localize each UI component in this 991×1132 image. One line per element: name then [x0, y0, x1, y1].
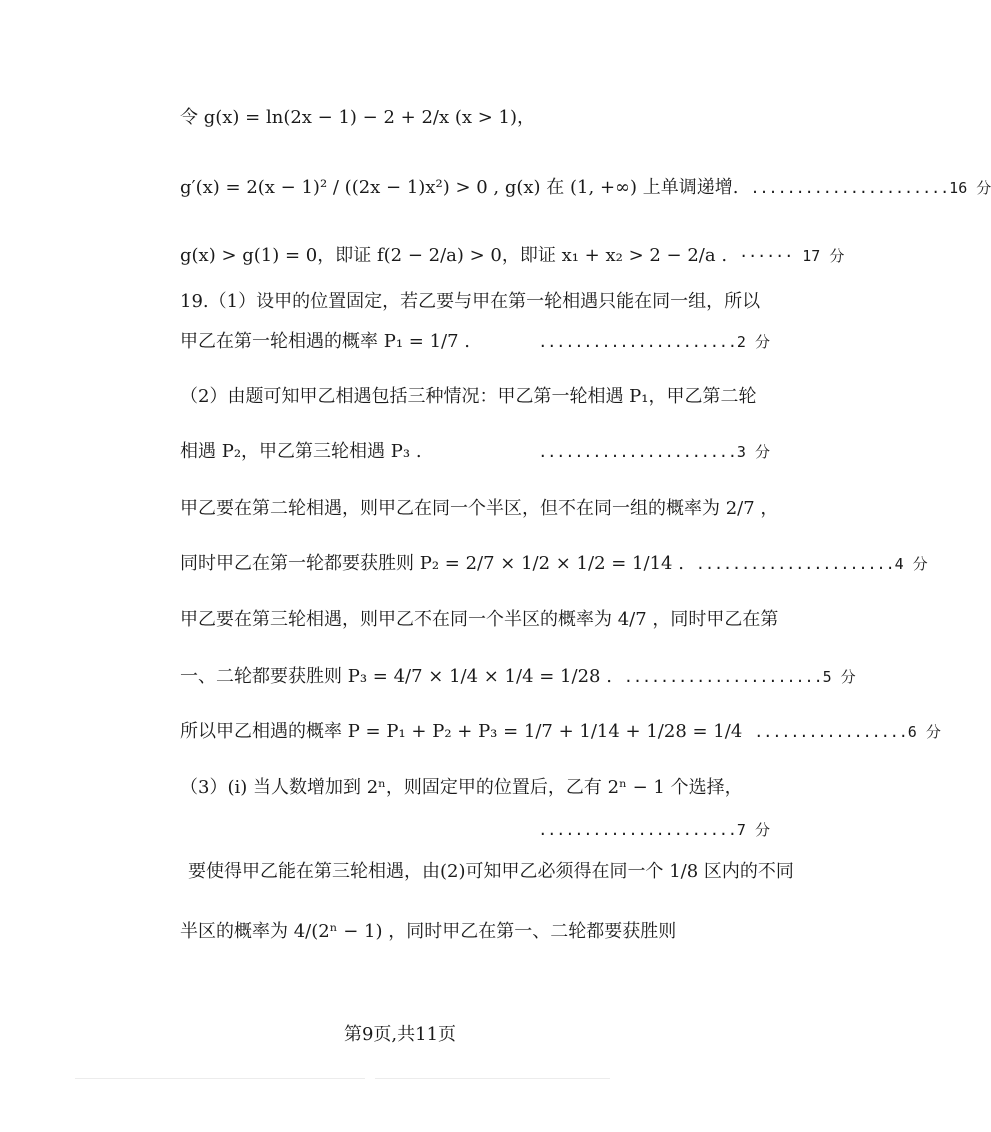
score-mark: ······ 17 分 [739, 247, 845, 265]
score-mark: ......................5 分 [623, 668, 856, 686]
line-13 [180, 776, 770, 800]
line-12 [180, 720, 941, 744]
line-10 [180, 608, 779, 632]
score-mark: ......................3 分 [538, 443, 770, 461]
score-mark: ......................7 分 [538, 821, 770, 839]
line-11 [180, 665, 856, 689]
line-14 [180, 818, 770, 842]
line-text: （2）由题可知甲乙相遇包括三种情况：甲乙第一轮相遇 P₁，甲乙第二轮 [180, 386, 757, 407]
line-2 [180, 176, 991, 200]
line-text: 19.（1）设甲的位置固定，若乙要与甲在第一轮相遇只能在同一组，所以 [180, 291, 761, 312]
line-text: 甲乙要在第二轮相遇，则甲乙在同一个半区，但不在同一组的概率为 2/7 ， [180, 498, 779, 519]
line-3 [180, 244, 845, 268]
line-text: g(x) > g(1) = 0，即证 f(2 − 2/a) > 0，即证 x₁ + x₂ > 2 − 2/a . [180, 245, 728, 266]
line-1 [180, 106, 770, 130]
score-mark: ......................16 分 [750, 179, 991, 197]
line-15 [188, 860, 794, 884]
line-text: 甲乙在第一轮相遇的概率 P₁ = 1/7 . [180, 331, 470, 352]
line-text: 令 g(x) = ln(2x − 1) − 2 + 2/x (x > 1)， [180, 107, 536, 128]
line-text: g′(x) = 2(x − 1)² / ((2x − 1)x²) > 0 , g(x) 在 (1, +∞) 上单调递增. [180, 177, 739, 198]
line-5 [180, 330, 770, 354]
line-4 [180, 290, 770, 314]
line-7 [180, 440, 770, 464]
line-16 [180, 920, 770, 944]
divider [75, 1078, 365, 1079]
line-text: 一、二轮都要获胜则 P₃ = 4/7 × 1/4 × 1/4 = 1/28 . [180, 666, 612, 687]
line-text: 半区的概率为 4/(2ⁿ − 1) ，同时甲乙在第一、二轮都要获胜则 [180, 921, 677, 942]
line-text: 所以甲乙相遇的概率 P = P₁ + P₂ + P₃ = 1/7 + 1/14 + 1/28 = 1/4 [180, 721, 743, 742]
line-text: 相遇 P₂，甲乙第三轮相遇 P₃ . [180, 441, 422, 462]
line-6 [180, 385, 770, 409]
line-9 [180, 552, 928, 576]
line-text: 要使得甲乙能在第三轮相遇，由(2)可知甲乙必须得在同一个 1/8 区内的不同 [188, 861, 794, 882]
line-text: 同时甲乙在第一轮都要获胜则 P₂ = 2/7 × 1/2 × 1/2 = 1/14 . [180, 553, 684, 574]
divider [375, 1078, 610, 1079]
score-mark: ......................4 分 [695, 555, 928, 573]
score-mark: ......................2 分 [538, 333, 770, 351]
line-text: 甲乙要在第三轮相遇，则甲乙不在同一个半区的概率为 4/7 ，同时甲乙在第 [180, 609, 779, 630]
line-8 [180, 497, 779, 521]
line-text: （3）(i) 当人数增加到 2ⁿ，则固定甲的位置后，乙有 2ⁿ − 1 个选择， [180, 777, 743, 798]
score-mark: .................6 分 [754, 723, 941, 741]
page-number-footer: 第9页,共11页 [343, 1024, 457, 1045]
